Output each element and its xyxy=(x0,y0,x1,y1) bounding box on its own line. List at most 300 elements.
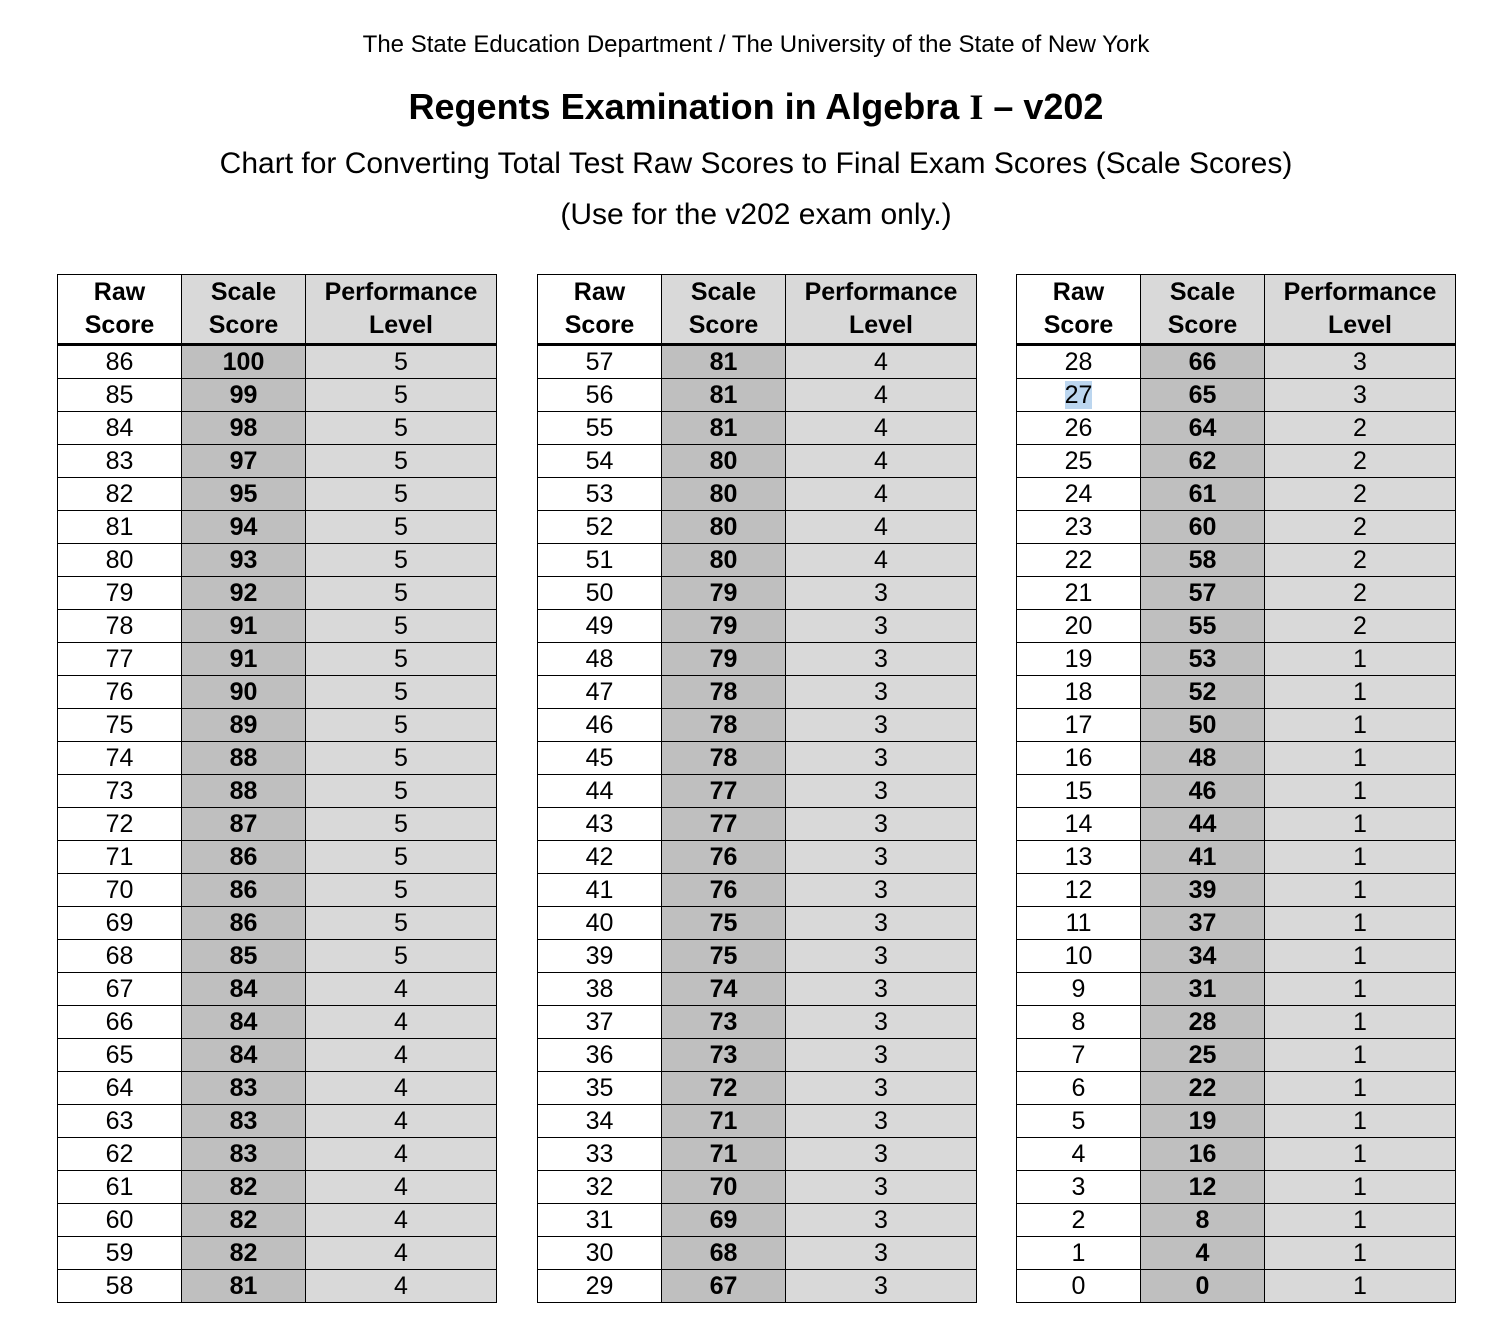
raw-score-cell: 21 xyxy=(1017,577,1141,610)
table-row xyxy=(1017,676,1456,709)
table-row xyxy=(1017,1204,1456,1237)
scale-score-cell: 65 xyxy=(1141,379,1265,412)
table-row xyxy=(1017,1270,1456,1303)
title-text-part1: Regents Examination in Algebra xyxy=(408,86,970,127)
scale-score-cell: 61 xyxy=(1141,478,1265,511)
scale-score-cell: 88 xyxy=(182,775,306,808)
table-row xyxy=(538,643,977,676)
raw-score-cell: 17 xyxy=(1017,709,1141,742)
table-row xyxy=(1017,709,1456,742)
table-row xyxy=(538,874,977,907)
table-row xyxy=(58,1270,497,1303)
performance-level-cell: 4 xyxy=(786,478,977,511)
performance-level-cell: 4 xyxy=(306,1171,497,1204)
table-row xyxy=(538,1237,977,1270)
performance-level-cell: 5 xyxy=(306,907,497,940)
performance-level-header xyxy=(786,275,977,345)
table-body xyxy=(58,345,497,1303)
table-row xyxy=(1017,1237,1456,1270)
raw-score-cell: 86 xyxy=(58,345,182,379)
scale-score-cell: 48 xyxy=(1141,742,1265,775)
table-row xyxy=(538,676,977,709)
table-row xyxy=(538,1039,977,1072)
scale-score-cell: 67 xyxy=(662,1270,786,1303)
scale-score-cell: 37 xyxy=(1141,907,1265,940)
table-row xyxy=(58,940,497,973)
raw-score-cell: 3 xyxy=(1017,1171,1141,1204)
table-row xyxy=(1017,808,1456,841)
raw-score-cell: 59 xyxy=(58,1237,182,1270)
scale-score-cell: 100 xyxy=(182,345,306,379)
raw-score-cell: 85 xyxy=(58,379,182,412)
performance-level-cell: 1 xyxy=(1265,1039,1456,1072)
raw-score-cell: 84 xyxy=(58,412,182,445)
raw-score-cell: 22 xyxy=(1017,544,1141,577)
perf-header-line1: Performance xyxy=(804,278,958,306)
raw-score-cell: 15 xyxy=(1017,775,1141,808)
raw-score-cell: 52 xyxy=(538,511,662,544)
raw-score-cell: 74 xyxy=(58,742,182,775)
performance-level-cell: 2 xyxy=(1265,544,1456,577)
table-row xyxy=(538,907,977,940)
scale-header-line2: Score xyxy=(1167,311,1238,339)
table-row xyxy=(1017,940,1456,973)
table-row xyxy=(58,478,497,511)
performance-level-header xyxy=(1265,275,1456,345)
raw-score-cell: 18 xyxy=(1017,676,1141,709)
scale-score-cell: 84 xyxy=(182,973,306,1006)
raw-score-cell: 5 xyxy=(1017,1105,1141,1138)
performance-level-cell: 3 xyxy=(786,940,977,973)
raw-score-cell: 55 xyxy=(538,412,662,445)
table-row xyxy=(538,742,977,775)
table-body xyxy=(1017,345,1456,1303)
scale-score-cell: 81 xyxy=(182,1270,306,1303)
scale-score-cell: 84 xyxy=(182,1039,306,1072)
table-row xyxy=(1017,345,1456,379)
scale-score-cell: 80 xyxy=(662,478,786,511)
scale-score-cell: 52 xyxy=(1141,676,1265,709)
performance-level-cell: 3 xyxy=(786,709,977,742)
scale-score-cell: 91 xyxy=(182,610,306,643)
performance-level-cell: 1 xyxy=(1265,907,1456,940)
performance-level-cell: 3 xyxy=(786,874,977,907)
raw-score-cell: 7 xyxy=(1017,1039,1141,1072)
scale-score-header xyxy=(662,275,786,345)
table-row xyxy=(538,478,977,511)
title-text-part2: – v202 xyxy=(983,86,1104,127)
raw-score-cell: 82 xyxy=(58,478,182,511)
performance-level-cell: 5 xyxy=(306,445,497,478)
table-header-row xyxy=(1017,275,1456,345)
raw-score-cell: 63 xyxy=(58,1105,182,1138)
performance-level-header xyxy=(306,275,497,345)
raw-score-cell: 83 xyxy=(58,445,182,478)
raw-score-cell: 13 xyxy=(1017,841,1141,874)
performance-level-cell: 1 xyxy=(1265,1171,1456,1204)
performance-level-cell: 5 xyxy=(306,544,497,577)
performance-level-cell: 5 xyxy=(306,742,497,775)
performance-level-cell: 3 xyxy=(786,577,977,610)
scale-score-cell: 69 xyxy=(662,1204,786,1237)
raw-score-cell: 68 xyxy=(58,940,182,973)
raw-score-cell: 12 xyxy=(1017,874,1141,907)
scale-score-cell: 64 xyxy=(1141,412,1265,445)
scale-score-cell: 76 xyxy=(662,874,786,907)
performance-level-cell: 1 xyxy=(1265,940,1456,973)
table-row xyxy=(1017,1039,1456,1072)
scale-score-cell: 90 xyxy=(182,676,306,709)
raw-score-cell: 66 xyxy=(58,1006,182,1039)
scale-header-line1: Scale xyxy=(210,278,277,306)
table-row xyxy=(538,1072,977,1105)
scale-score-cell: 93 xyxy=(182,544,306,577)
performance-level-cell: 1 xyxy=(1265,775,1456,808)
raw-header-line1: Raw xyxy=(93,278,146,306)
performance-level-cell: 1 xyxy=(1265,973,1456,1006)
perf-header-line1: Performance xyxy=(1283,278,1437,306)
raw-score-cell: 14 xyxy=(1017,808,1141,841)
raw-header-line2: Score xyxy=(84,311,155,339)
performance-level-cell: 3 xyxy=(786,1237,977,1270)
scale-score-cell: 75 xyxy=(662,907,786,940)
scale-score-cell: 80 xyxy=(662,544,786,577)
performance-level-cell: 3 xyxy=(786,907,977,940)
scale-score-cell: 8 xyxy=(1141,1204,1265,1237)
raw-score-header xyxy=(58,275,182,345)
scale-score-cell: 83 xyxy=(182,1072,306,1105)
performance-level-cell: 4 xyxy=(306,1072,497,1105)
scale-score-cell: 58 xyxy=(1141,544,1265,577)
table-row xyxy=(538,709,977,742)
scale-score-cell: 86 xyxy=(182,907,306,940)
performance-level-cell: 3 xyxy=(786,1105,977,1138)
table-row xyxy=(538,1138,977,1171)
raw-header-line2: Score xyxy=(1043,311,1114,339)
scale-score-cell: 79 xyxy=(662,610,786,643)
table-row xyxy=(538,775,977,808)
performance-level-cell: 3 xyxy=(786,841,977,874)
raw-score-cell: 8 xyxy=(1017,1006,1141,1039)
raw-score-cell: 33 xyxy=(538,1138,662,1171)
raw-score-cell: 35 xyxy=(538,1072,662,1105)
performance-level-cell: 2 xyxy=(1265,511,1456,544)
performance-level-cell: 2 xyxy=(1265,412,1456,445)
raw-score-cell: 37 xyxy=(538,1006,662,1039)
raw-score-cell: 41 xyxy=(538,874,662,907)
scale-score-cell: 78 xyxy=(662,709,786,742)
performance-level-cell: 3 xyxy=(786,1171,977,1204)
scale-score-cell: 31 xyxy=(1141,973,1265,1006)
performance-level-cell: 2 xyxy=(1265,577,1456,610)
performance-level-cell: 1 xyxy=(1265,643,1456,676)
table-row xyxy=(1017,1138,1456,1171)
raw-score-header xyxy=(1017,275,1141,345)
raw-score-cell: 60 xyxy=(58,1204,182,1237)
performance-level-cell: 1 xyxy=(1265,841,1456,874)
performance-level-cell: 4 xyxy=(306,973,497,1006)
scale-score-cell: 75 xyxy=(662,940,786,973)
raw-score-cell: 16 xyxy=(1017,742,1141,775)
table-row xyxy=(538,511,977,544)
scale-score-cell: 82 xyxy=(182,1237,306,1270)
scale-score-cell: 82 xyxy=(182,1204,306,1237)
performance-level-cell: 4 xyxy=(786,511,977,544)
scale-score-cell: 84 xyxy=(182,1006,306,1039)
performance-level-cell: 3 xyxy=(786,808,977,841)
raw-score-cell: 0 xyxy=(1017,1270,1141,1303)
scale-score-cell: 71 xyxy=(662,1138,786,1171)
conversion-table-2 xyxy=(537,274,977,1303)
raw-score-cell: 67 xyxy=(58,973,182,1006)
scale-score-cell: 87 xyxy=(182,808,306,841)
scale-score-cell: 66 xyxy=(1141,345,1265,379)
performance-level-cell: 3 xyxy=(1265,345,1456,379)
scale-score-cell: 72 xyxy=(662,1072,786,1105)
raw-score-cell: 75 xyxy=(58,709,182,742)
usage-note: (Use for the v202 exam only.) xyxy=(560,198,952,231)
raw-score-cell: 61 xyxy=(58,1171,182,1204)
raw-header-line2: Score xyxy=(564,311,635,339)
performance-level-cell: 3 xyxy=(786,1204,977,1237)
raw-score-cell: 46 xyxy=(538,709,662,742)
raw-score-cell: 71 xyxy=(58,841,182,874)
selected-text-highlight[interactable]: 27 xyxy=(1064,381,1093,409)
table-row xyxy=(538,1006,977,1039)
table-row xyxy=(538,940,977,973)
table-row xyxy=(1017,1072,1456,1105)
conversion-table-1 xyxy=(57,274,497,1303)
table-row xyxy=(58,610,497,643)
table-row xyxy=(58,676,497,709)
scale-score-cell: 55 xyxy=(1141,610,1265,643)
performance-level-cell: 1 xyxy=(1265,1072,1456,1105)
raw-score-cell: 45 xyxy=(538,742,662,775)
performance-level-cell: 5 xyxy=(306,478,497,511)
scale-score-header xyxy=(182,275,306,345)
performance-level-cell: 3 xyxy=(786,643,977,676)
raw-header-line1: Raw xyxy=(1052,278,1105,306)
scale-score-cell: 57 xyxy=(1141,577,1265,610)
performance-level-cell: 4 xyxy=(786,379,977,412)
table-row xyxy=(58,1072,497,1105)
performance-level-cell: 1 xyxy=(1265,1105,1456,1138)
scale-score-cell: 83 xyxy=(182,1105,306,1138)
performance-level-cell: 5 xyxy=(306,511,497,544)
raw-header-line1: Raw xyxy=(573,278,626,306)
table-row xyxy=(58,808,497,841)
table-row xyxy=(58,643,497,676)
table-row xyxy=(58,1237,497,1270)
raw-score-cell: 39 xyxy=(538,940,662,973)
table-row xyxy=(538,445,977,478)
table-row xyxy=(538,1270,977,1303)
table-row xyxy=(58,1039,497,1072)
table-row xyxy=(58,874,497,907)
table-row xyxy=(58,709,497,742)
performance-level-cell: 4 xyxy=(306,1006,497,1039)
table-row xyxy=(58,841,497,874)
table-row xyxy=(1017,643,1456,676)
perf-header-line2: Level xyxy=(369,311,433,339)
performance-level-cell: 3 xyxy=(786,1138,977,1171)
raw-score-cell: 30 xyxy=(538,1237,662,1270)
scale-score-cell: 98 xyxy=(182,412,306,445)
raw-score-cell: 50 xyxy=(538,577,662,610)
table-row xyxy=(1017,412,1456,445)
table-row xyxy=(1017,841,1456,874)
table-row xyxy=(58,345,497,379)
raw-score-cell: 25 xyxy=(1017,445,1141,478)
performance-level-cell: 1 xyxy=(1265,874,1456,907)
raw-score-cell: 80 xyxy=(58,544,182,577)
raw-score-cell: 73 xyxy=(58,775,182,808)
scale-score-cell: 53 xyxy=(1141,643,1265,676)
scale-score-cell: 91 xyxy=(182,643,306,676)
scale-score-cell: 80 xyxy=(662,511,786,544)
perf-header-line1: Performance xyxy=(324,278,478,306)
raw-score-cell: 36 xyxy=(538,1039,662,1072)
scale-score-cell: 83 xyxy=(182,1138,306,1171)
scale-score-cell: 73 xyxy=(662,1006,786,1039)
raw-score-cell: 29 xyxy=(538,1270,662,1303)
table-row xyxy=(1017,1006,1456,1039)
scale-score-cell: 77 xyxy=(662,808,786,841)
table-body xyxy=(538,345,977,1303)
raw-score-cell: 1 xyxy=(1017,1237,1141,1270)
raw-score-cell: 26 xyxy=(1017,412,1141,445)
raw-score-cell: 31 xyxy=(538,1204,662,1237)
scale-score-cell: 16 xyxy=(1141,1138,1265,1171)
table-row xyxy=(538,379,977,412)
table-row xyxy=(58,1204,497,1237)
table-header-row xyxy=(538,275,977,345)
performance-level-cell: 3 xyxy=(1265,379,1456,412)
table-row xyxy=(58,973,497,1006)
table-row xyxy=(1017,907,1456,940)
performance-level-cell: 4 xyxy=(306,1138,497,1171)
table-row xyxy=(1017,742,1456,775)
performance-level-cell: 1 xyxy=(1265,1204,1456,1237)
table-row xyxy=(1017,511,1456,544)
table-row xyxy=(538,973,977,1006)
scale-score-cell: 34 xyxy=(1141,940,1265,973)
raw-score-cell: 43 xyxy=(538,808,662,841)
performance-level-cell: 5 xyxy=(306,874,497,907)
raw-score-cell: 65 xyxy=(58,1039,182,1072)
table-row xyxy=(58,775,497,808)
raw-score-cell: 20 xyxy=(1017,610,1141,643)
performance-level-cell: 5 xyxy=(306,412,497,445)
raw-score-cell: 40 xyxy=(538,907,662,940)
performance-level-cell: 1 xyxy=(1265,742,1456,775)
table-row xyxy=(538,412,977,445)
scale-score-cell: 86 xyxy=(182,874,306,907)
raw-score-cell: 2 xyxy=(1017,1204,1141,1237)
table-row xyxy=(58,1138,497,1171)
raw-score-cell: 77 xyxy=(58,643,182,676)
raw-score-cell: 62 xyxy=(58,1138,182,1171)
scale-score-cell: 70 xyxy=(662,1171,786,1204)
perf-header-line2: Level xyxy=(849,311,913,339)
raw-score-cell xyxy=(1017,379,1141,412)
performance-level-cell: 4 xyxy=(306,1204,497,1237)
raw-score-cell: 53 xyxy=(538,478,662,511)
table-row xyxy=(538,345,977,379)
performance-level-cell: 3 xyxy=(786,676,977,709)
scale-score-cell: 39 xyxy=(1141,874,1265,907)
raw-score-cell: 48 xyxy=(538,643,662,676)
raw-score-cell: 28 xyxy=(1017,345,1141,379)
raw-score-cell: 57 xyxy=(538,345,662,379)
scale-score-cell: 82 xyxy=(182,1171,306,1204)
performance-level-cell: 3 xyxy=(786,973,977,1006)
scale-score-cell: 79 xyxy=(662,577,786,610)
table-row xyxy=(1017,775,1456,808)
table-row xyxy=(538,544,977,577)
table-row xyxy=(538,808,977,841)
scale-score-cell: 79 xyxy=(662,643,786,676)
scale-score-cell: 97 xyxy=(182,445,306,478)
performance-level-cell: 2 xyxy=(1265,478,1456,511)
raw-score-cell: 78 xyxy=(58,610,182,643)
table-row xyxy=(1017,544,1456,577)
table-row xyxy=(58,577,497,610)
table-row xyxy=(1017,379,1456,412)
raw-score-cell: 79 xyxy=(58,577,182,610)
table-row xyxy=(538,610,977,643)
scale-score-cell: 73 xyxy=(662,1039,786,1072)
title-roman-numeral: I xyxy=(969,87,984,127)
performance-level-cell: 3 xyxy=(786,775,977,808)
performance-level-cell: 3 xyxy=(786,610,977,643)
table-row xyxy=(58,379,497,412)
scale-score-cell: 19 xyxy=(1141,1105,1265,1138)
scale-score-cell: 50 xyxy=(1141,709,1265,742)
table-row xyxy=(58,445,497,478)
scale-score-cell: 85 xyxy=(182,940,306,973)
performance-level-cell: 2 xyxy=(1265,610,1456,643)
table-row xyxy=(1017,973,1456,1006)
raw-score-cell: 81 xyxy=(58,511,182,544)
performance-level-cell: 1 xyxy=(1265,1138,1456,1171)
table-row xyxy=(538,1171,977,1204)
agency-header: The State Education Department / The University of the State of New York xyxy=(362,31,1150,58)
table-row xyxy=(1017,1105,1456,1138)
scale-score-cell: 88 xyxy=(182,742,306,775)
raw-score-cell: 69 xyxy=(58,907,182,940)
table-row xyxy=(1017,577,1456,610)
conversion-table-3 xyxy=(1016,274,1456,1303)
scale-header-line2: Score xyxy=(208,311,279,339)
scale-score-cell: 81 xyxy=(662,379,786,412)
scale-score-cell: 4 xyxy=(1141,1237,1265,1270)
performance-level-cell: 3 xyxy=(786,1072,977,1105)
performance-level-cell: 5 xyxy=(306,775,497,808)
performance-level-cell: 3 xyxy=(786,1006,977,1039)
raw-score-cell: 9 xyxy=(1017,973,1141,1006)
raw-score-cell: 11 xyxy=(1017,907,1141,940)
performance-level-cell: 4 xyxy=(306,1237,497,1270)
performance-level-cell: 5 xyxy=(306,379,497,412)
performance-level-cell: 4 xyxy=(306,1105,497,1138)
perf-header-line2: Level xyxy=(1328,311,1392,339)
raw-score-cell: 72 xyxy=(58,808,182,841)
raw-score-cell: 56 xyxy=(538,379,662,412)
raw-score-cell: 19 xyxy=(1017,643,1141,676)
scale-header-line1: Scale xyxy=(690,278,757,306)
scale-score-cell: 89 xyxy=(182,709,306,742)
